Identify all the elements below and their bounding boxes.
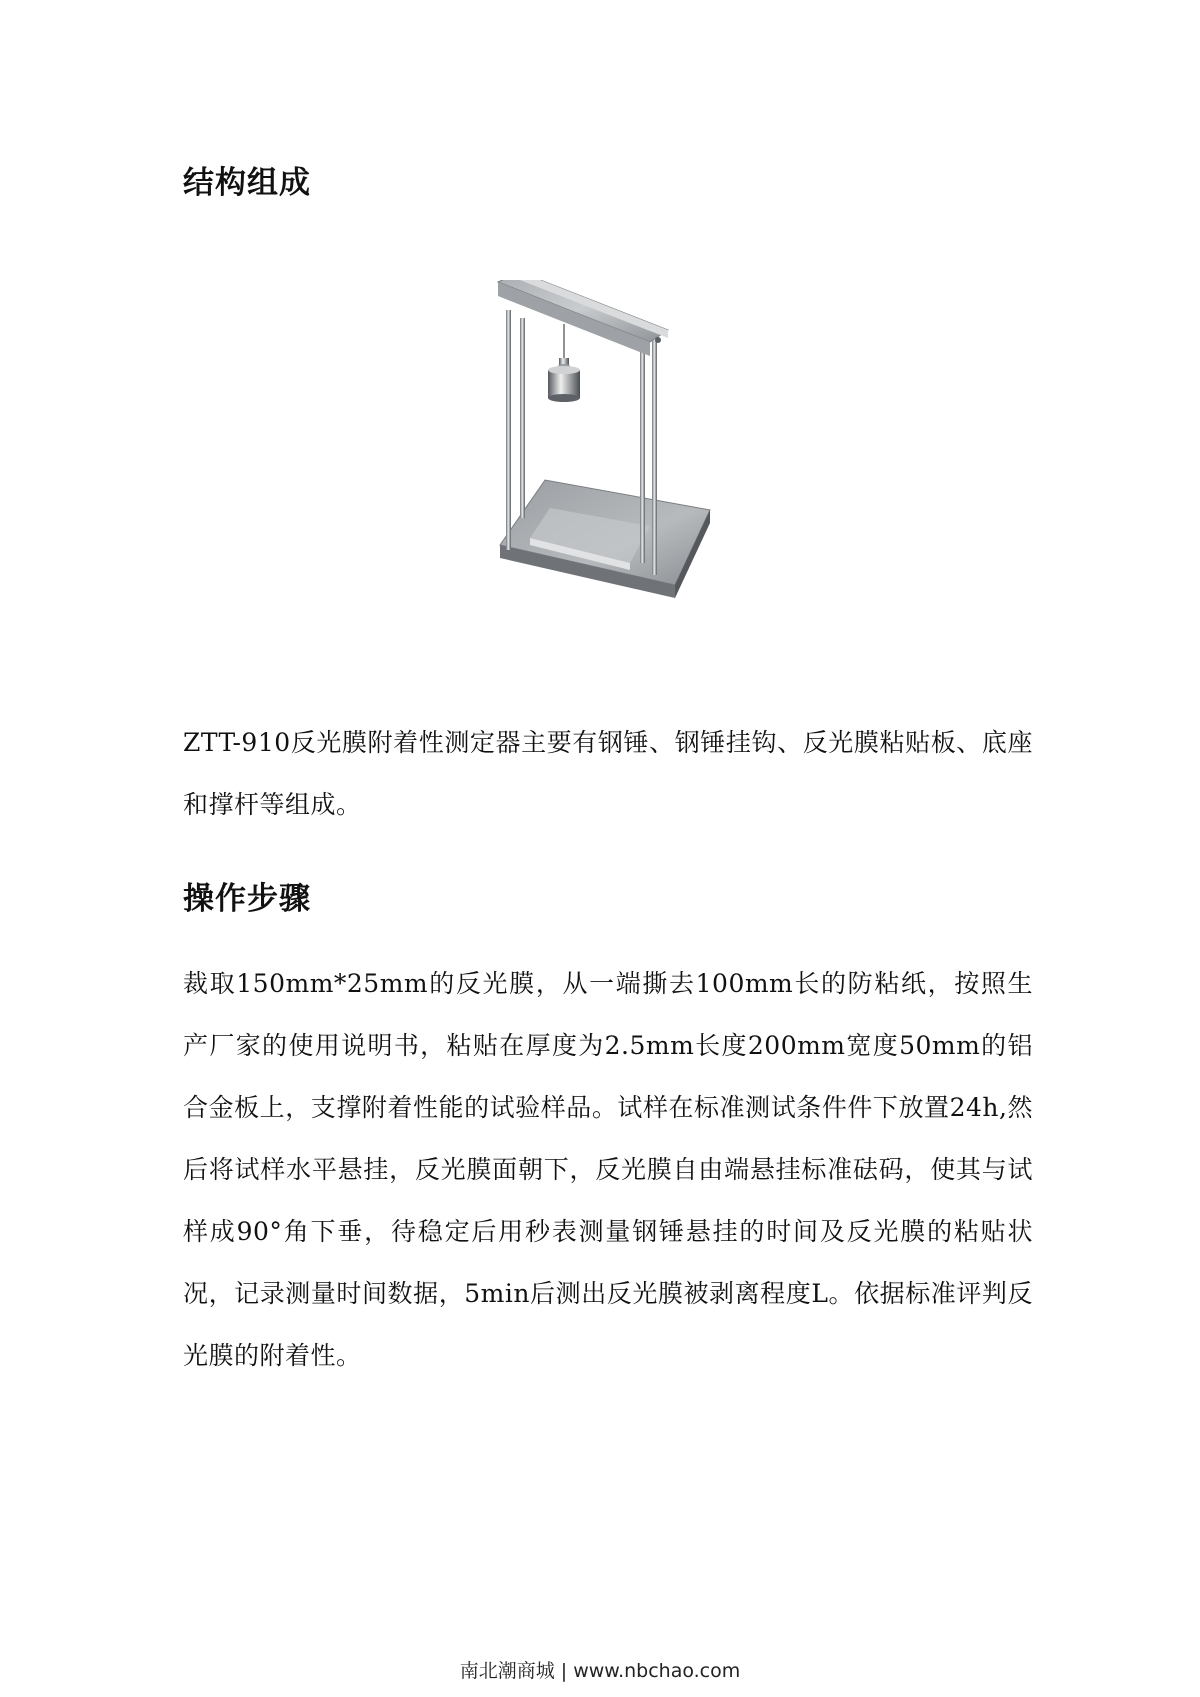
product-image bbox=[490, 280, 720, 660]
adhesion-tester-illustration bbox=[490, 280, 720, 660]
section-paragraph-steps: 裁取150mm*25mm的反光膜，从一端撕去100mm长的防粘纸，按照生产厂家的使用说明书，粘贴在厚度为2.5mm长度200mm宽度50mm的铝合金板上，支撑附着性能的试验样品。试样在标准测试条件件下放置24h,然后将试样水平悬挂，反光膜面朝下，反光膜自由端悬挂标准砝码，使其与试样成90°角下垂，待稳定后用秒表测量钢锤悬挂的时间及反光膜的粘贴状况，记录测量时间数据，5min后测出反光膜被剥离程度L。依据标准评判反光膜的附着性。 bbox=[183, 969, 1033, 1370]
section-heading-structure: 结构组成 bbox=[183, 165, 311, 201]
page-footer: 南北潮商城 | www.nbchao.com bbox=[459, 1660, 741, 1682]
section-paragraph-structure: ZTT-910反光膜附着性测定器主要有钢锤、钢锤挂钩、反光膜粘贴板、底座和撑杆等组成。 bbox=[183, 728, 1033, 819]
section-heading-steps: 操作步骤 bbox=[183, 881, 311, 917]
